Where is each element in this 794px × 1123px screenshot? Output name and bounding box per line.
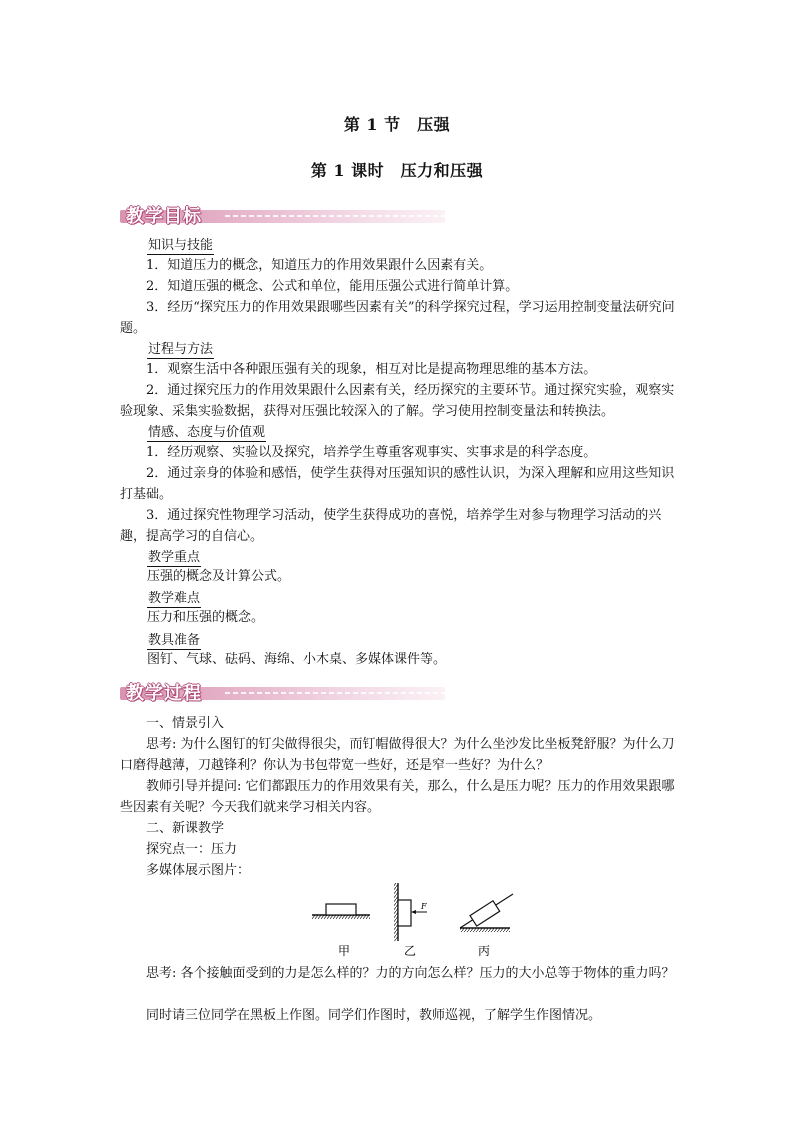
objectives-banner (120, 202, 445, 228)
process-method-heading: 过程与方法 (148, 342, 214, 357)
process-method-item-2: 2．通过探究压力的作用效果跟什么因素有关，经历探究的主要环节。通过探究实验，观察实验现象、采集实验数据，获得对压强比较深入的了解。学习使用控制变量法和转换法。 (120, 383, 675, 419)
knowledge-item-1: 1．知道压力的概念，知道压力的作用效果跟什么因素有关。 (146, 258, 493, 273)
explore-point-1: 探究点一：压力 (146, 842, 238, 857)
teacher-guide-text: 教师引导并提问: 它们都跟压力的作用效果有关，那么，什么是压力呢？压力的作用效果跟哪些因素有关呢？今天我们就来学习相关内容。 (120, 779, 675, 815)
media-show-text: 多媒体展示图片： (146, 863, 251, 878)
knowledge-item-2: 2．知道压强的概念、公式和单位，能用压强公式进行简单计算。 (146, 279, 519, 294)
emotion-item-2: 2．通过亲身的体验和感悟，使学生获得对压强知识的感性认识，为深入理解和应用这些知识打基础。 (120, 466, 675, 502)
think-question-2: 思考: 各个接触面受到的力是怎么样的？力的方向怎么样？压力的大小总等于物体的重力吗？ (146, 966, 675, 981)
process-banner-label: 教学过程 (126, 683, 202, 704)
knowledge-item-3: 3．经历“探究压力的作用效果跟哪些因素有关”的科学探究过程，学习运用控制变量法研究问题。 (120, 300, 675, 336)
lesson-subtitle: 第 1 课时 压力和压强 (310, 161, 484, 180)
difficulty-heading: 教学难点 (148, 591, 201, 606)
figure-label-yi: 乙 (404, 944, 417, 958)
emotion-item-1: 1．经历观察、实验以及探究，培养学生尊重客观事实、实事求是的科学态度。 (146, 445, 597, 460)
key-point-text: 压强的概念及计算公式。 (147, 569, 291, 584)
difficulty-text: 压力和压强的概念。 (147, 610, 265, 625)
board-drawing-text: 同时请三位同学在黑板上作图。同学们作图时，教师巡视，了解学生作图情况。 (146, 1008, 602, 1023)
emotion-item-3: 3．通过探究性物理学习活动，使学生获得成功的喜悦，培养学生对参与物理学习活动的兴趣，提高学习的自信心。 (120, 508, 662, 544)
think-question-1: 思考: 为什么图钉的钉尖做得很尖，而钉帽做得很大？为什么坐沙发比坐板凳舒服？为什么刀口磨得越薄，刀越锋利？你认为书包带宽一些好，还是窄一些好？为什么？ (120, 737, 675, 773)
figure-bing (460, 894, 513, 932)
step-situation-intro: 一、情景引入 (146, 716, 225, 731)
process-banner (120, 679, 445, 705)
key-point-heading: 教学重点 (148, 550, 201, 565)
pressure-figure (300, 875, 530, 960)
tools-heading: 教具准备 (148, 633, 201, 648)
tools-text: 图钉、气球、砝码、海绵、小木桌、多媒体课件等。 (147, 652, 447, 667)
knowledge-heading: 知识与技能 (148, 238, 214, 253)
figure-jia (312, 904, 370, 919)
page-title: 第 1 节 压强 (343, 115, 451, 134)
figure-yi (394, 883, 427, 941)
figure-label-bing: 丙 (478, 944, 491, 958)
emotion-heading: 情感、态度与价值观 (148, 425, 266, 440)
force-label: F (421, 902, 427, 911)
objectives-banner-label: 教学目标 (126, 206, 202, 227)
process-method-item-1: 1．观察生活中各种跟压强有关的现象，相互对比是提高物理思维的基本方法。 (146, 362, 597, 377)
step-new-lesson: 二、新课教学 (146, 821, 225, 836)
figure-label-jia: 甲 (338, 944, 351, 958)
